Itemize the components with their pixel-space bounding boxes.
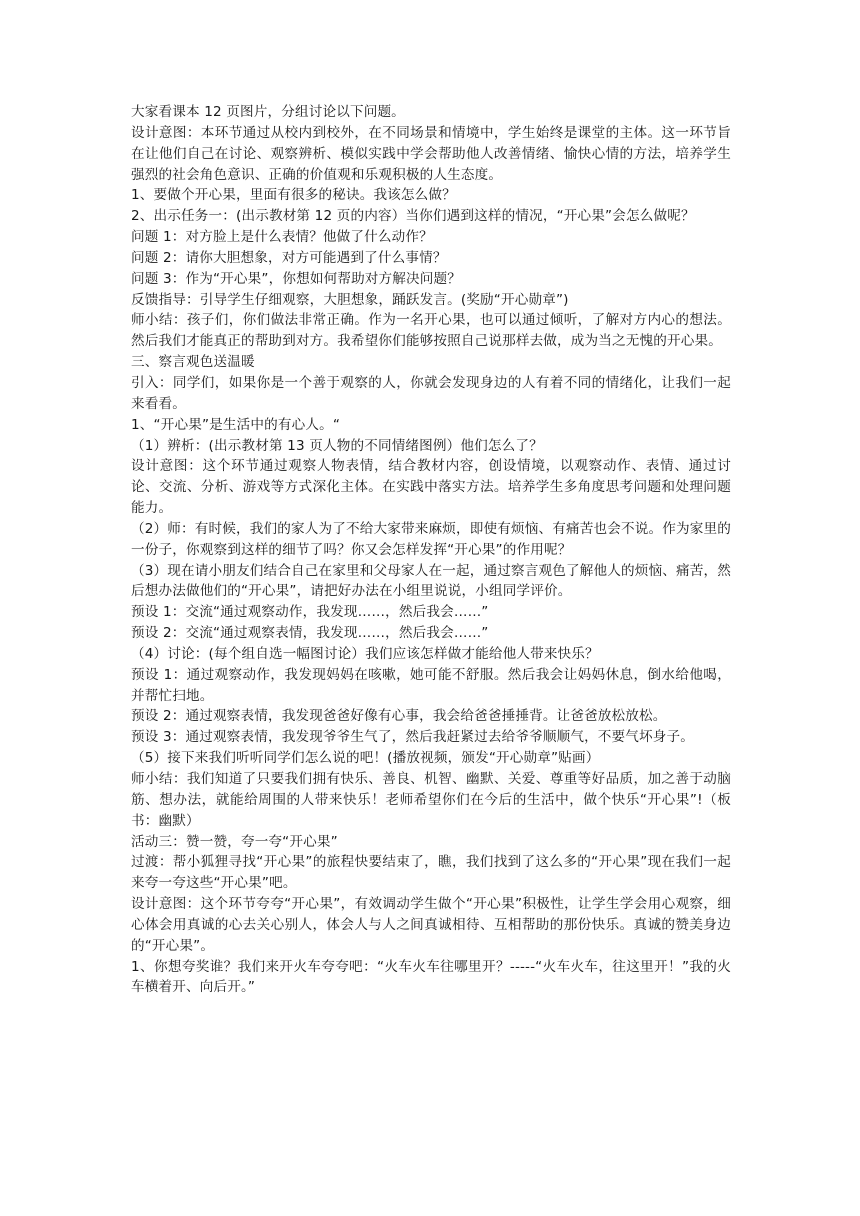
paragraph: 活动三：赞一赞，夸一夸“开心果” bbox=[131, 833, 338, 850]
paragraph: （4）讨论：(每个组自选一幅图讨论）我们应该怎样做才能给他人带来快乐？ bbox=[131, 645, 599, 662]
paragraph: 2、出示任务一：(出示教材第 12 页的内容）当你们遇到这样的情况，“开心果”会怎么做呢？ bbox=[131, 208, 695, 225]
paragraph: 设计意图：这个环节夸夸“开心果”，有效调动学生做个“开心果”积极性，让学生学会用心观察，细心体会用真诚的心去关心别人，体会人与人之间真诚相待、互相帮助的那份快乐。真诚的赞美身边的“开心果”。 bbox=[131, 896, 731, 954]
paragraph: 师小结：我们知道了只要我们拥有快乐、善良、机智、幽默、关爱、尊重等好品质，加之善于动脑筋、想办法，就能给周围的人带来快乐！老师希望你们在今后的生活中，做个快乐“开心果”!（板书：幽默） bbox=[131, 771, 731, 829]
paragraph: 预设 2：通过观察表情，我发现爸爸好像有心事，我会给爸爸捶捶背。让爸爸放松放松。 bbox=[131, 708, 667, 725]
paragraph: 1、要做个开心果，里面有很多的秘诀。我该怎么做？ bbox=[131, 187, 456, 204]
paragraph: 设计意图：本环节通过从校内到校外，在不同场景和情境中，学生始终是课堂的主体。这一环节旨在让他们自己在讨论、观察辨析、模似实践中学会帮助他人改善情绪、愉快心情的方法，培养学生强烈的社会角色意识、正确的价值观和乐观积极的人生态度。 bbox=[131, 124, 731, 183]
paragraph: 反馈指导：引导学生仔细观察，大胆想象，踊跃发言。(奖励“开心勋章”) bbox=[131, 291, 569, 308]
paragraph: （3）现在请小朋友们结合自己在家里和父母家人在一起，通过察言观色了解他人的烦恼、痛苦，然后想办法做他们的“开心果”，请把好办法在小组里说说，小组同学评价。 bbox=[131, 562, 731, 600]
paragraph: 预设 1：通过观察动作，我发现妈妈在咳嗽，她可能不舒服。然后我会让妈妈休息，倒水给他喝，并帮忙扫地。 bbox=[131, 666, 731, 704]
paragraph: （2）师：有时候，我们的家人为了不给大家带来麻烦，即使有烦恼、有痛苦也会不说。作为家里的一份子，你观察到这样的细节了吗？你又会怎样发挥“开心果”的作用呢？ bbox=[131, 520, 731, 558]
paragraph: 1、“开心果”是生活中的有心人。“ bbox=[131, 416, 341, 433]
document-body bbox=[131, 102, 731, 998]
paragraph: 问题 3：作为“开心果”，你想如何帮助对方解决问题？ bbox=[131, 270, 462, 287]
paragraph: 设计意图：这个环节通过观察人物表情，结合教材内容，创设情境，以观察动作、表情、通过讨论、交流、分析、游戏等方式深化主体。在实践中落实方法。培养学生多角度思考问题和处理问题能力。 bbox=[131, 458, 731, 517]
paragraph: 引入：同学们，如果你是一个善于观察的人，你就会发现身边的人有着不同的情绪化，让我们一起来看看。 bbox=[131, 374, 731, 412]
paragraph: 预设 3：通过观察表情，我发现爷爷生气了，然后我赶紧过去给爷爷顺顺气，不要气坏身子。 bbox=[131, 729, 695, 746]
section-heading: 三、察言观色送温暖 bbox=[131, 354, 255, 371]
paragraph: 师小结：孩子们，你们做法非常正确。作为一名开心果，也可以通过倾听，了解对方内心的想法。然后我们才能真正的帮助到对方。我希望你们能够按照自己说那样去做，成为当之无愧的开心果。 bbox=[131, 312, 731, 350]
paragraph: 大家看课本 12 页图片，分组讨论以下问题。 bbox=[131, 104, 405, 120]
paragraph: 预设 2：交流“通过观察表情，我发现……，然后我会……” bbox=[131, 625, 489, 642]
paragraph: 预设 1：交流“通过观察动作，我发现……，然后我会……” bbox=[131, 604, 489, 621]
paragraph: 问题 2：请你大胆想象，对方可能遇到了什么事情？ bbox=[131, 249, 447, 266]
paragraph: 过渡：帮小狐狸寻找“开心果”的旅程快要结束了，瞧，我们找到了这么多的“开心果”现在我们一起来夸一夸这些“开心果”吧。 bbox=[131, 854, 731, 892]
paragraph: 问题 1：对方脸上是什么表情？他做了什么动作？ bbox=[131, 229, 433, 246]
paragraph: （5）接下来我们听听同学们怎么说的吧！(播放视频，颁发“开心勋章”贴画） bbox=[131, 750, 600, 767]
paragraph: 1、你想夸奖谁？我们来开火车夸夸吧：“火车火车往哪里开？-----“火车火车，往这里开！”我的火车横着开、向后开。” bbox=[131, 958, 731, 996]
paragraph: （1）辨析：(出示教材第 13 页人物的不同情绪图例）他们怎么了？ bbox=[131, 437, 543, 454]
